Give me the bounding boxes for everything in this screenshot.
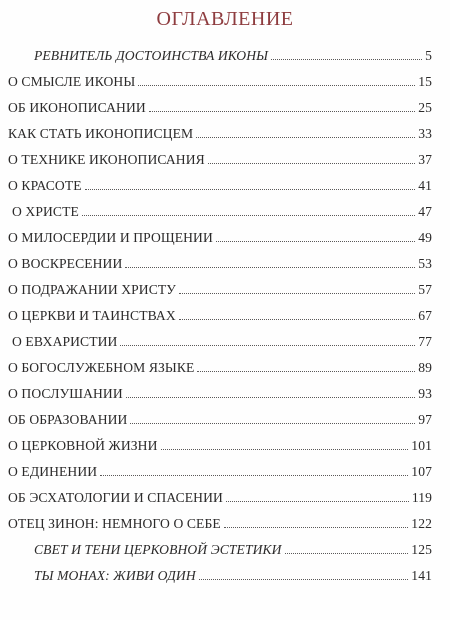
toc-dot-leader [208,163,415,164]
toc-entry [8,410,432,430]
toc-entry-title: КАК СТАТЬ ИКОНОПИСЦЕМ [8,126,194,141]
toc-entry-page-number: 25 [418,100,432,115]
toc-dot-leader [271,59,422,60]
toc-dot-leader [130,423,415,424]
toc-entry-page-number: 77 [418,334,432,349]
toc-entry-title: ТЫ МОНАХ: ЖИВИ ОДИН [34,568,196,583]
toc-entry-page-number: 15 [418,74,432,89]
toc-dot-leader [285,553,409,554]
toc-entry-title: ОБ ЭСХАТОЛОГИИ И СПАСЕНИИ [8,490,223,505]
toc-entry [8,150,432,170]
toc-entry [12,332,432,352]
toc-dot-leader [125,267,415,268]
toc-entry [12,202,432,222]
toc-entry-page-number: 89 [418,360,432,375]
toc-entry [8,436,432,456]
toc-entry [8,384,432,404]
toc-entry-title: О ПОСЛУШАНИИ [8,386,123,401]
toc-entry-page-number: 122 [411,516,432,531]
toc-entry-page-number: 93 [418,386,432,401]
toc-dot-leader [199,579,409,580]
toc-entry [8,462,432,482]
toc-dot-leader [197,371,415,372]
toc-entry [8,514,432,534]
toc-entry-page-number: 41 [418,178,432,193]
toc-dot-leader [120,345,415,346]
toc-entry-title: РЕВНИТЕЛЬ ДОСТОИНСТВА ИКОНЫ [34,48,269,63]
toc-entry-page-number: 67 [418,308,432,323]
toc-entry-page-number: 33 [418,126,432,141]
toc-entry-page-number: 141 [411,568,432,583]
toc-dot-leader [138,85,415,86]
toc-entry [8,228,432,248]
toc-dot-leader [196,137,415,138]
toc-entry [34,46,432,66]
toc-entry-page-number: 49 [418,230,432,245]
toc-entry [8,488,432,508]
toc-entry [8,306,432,326]
toc-entry-title: О ЕВХАРИСТИИ [12,334,118,349]
toc-dot-leader [82,215,415,216]
toc-entry-page-number: 47 [418,204,432,219]
toc-entry-title: О ПОДРАЖАНИИ ХРИСТУ [8,282,177,297]
toc-entry [8,98,432,118]
toc-entry-title: ОТЕЦ ЗИНОН: НЕМНОГО О СЕБЕ [8,516,221,531]
toc-entry-page-number: 107 [411,464,432,479]
toc-heading: ОГЛАВЛЕНИЕ [156,8,294,30]
toc-dot-leader [216,241,415,242]
toc-entry [8,254,432,274]
toc-entry-title: О ЕДИНЕНИИ [8,464,98,479]
toc-dot-leader [126,397,415,398]
toc-entry-page-number: 5 [425,48,432,63]
toc-dot-leader [161,449,409,450]
toc-entry-page-number: 57 [418,282,432,297]
toc-dot-leader [226,501,409,502]
toc-entry-title: О ЦЕРКВИ И ТАИНСТВАХ [8,308,176,323]
toc-entry-title: О ЦЕРКОВНОЙ ЖИЗНИ [8,438,158,453]
toc-entry-title: О СМЫСЛЕ ИКОНЫ [8,74,136,89]
toc-entry [8,72,432,92]
toc-entry-title: О ВОСКРЕСЕНИИ [8,256,123,271]
toc-entry [8,176,432,196]
toc-entry-page-number: 53 [418,256,432,271]
toc-dot-leader [224,527,409,528]
toc-dot-leader [100,475,408,476]
toc-dot-leader [85,189,416,190]
toc-entry-title: СВЕТ И ТЕНИ ЦЕРКОВНОЙ ЭСТЕТИКИ [34,542,282,557]
toc-entry [8,124,432,144]
toc-entry-title: О МИЛОСЕРДИИ И ПРОЩЕНИИ [8,230,213,245]
toc-entry [8,280,432,300]
toc-entry-page-number: 97 [418,412,432,427]
toc-entry [8,358,432,378]
toc-dot-leader [179,293,415,294]
toc-entry-title: ОБ ИКОНОПИСАНИИ [8,100,146,115]
toc-entry-page-number: 101 [411,438,432,453]
toc-dot-leader [179,319,415,320]
toc-entry-title: О БОГОСЛУЖЕБНОМ ЯЗЫКЕ [8,360,195,375]
toc-entry-title: О ХРИСТЕ [12,204,79,219]
toc-dot-leader [149,111,415,112]
toc-entry-page-number: 125 [411,542,432,557]
toc-entry-title: О КРАСОТЕ [8,178,82,193]
toc-entry-title: ОБ ОБРАЗОВАНИИ [8,412,128,427]
toc-entry [34,566,432,586]
toc-entry-page-number: 119 [411,490,432,505]
toc-entry-page-number: 37 [418,152,432,167]
toc-entry-title: О ТЕХНИКЕ ИКОНОПИСАНИЯ [8,152,205,167]
toc-entry [34,540,432,560]
